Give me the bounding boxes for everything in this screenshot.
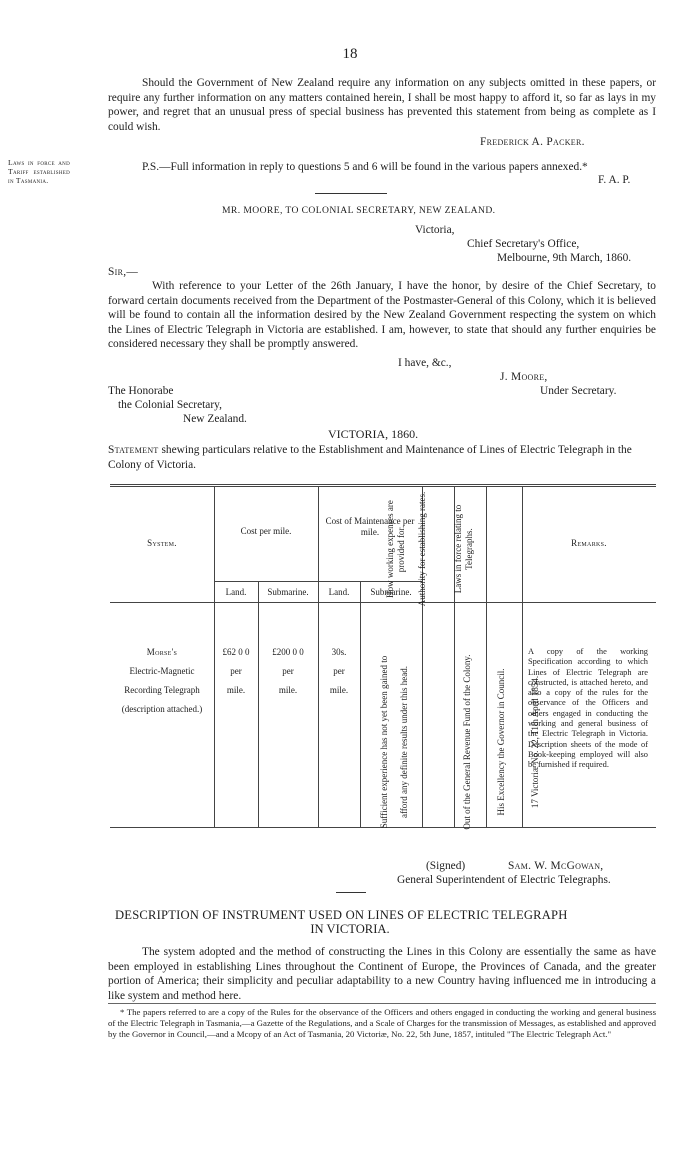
address-line-3: Melbourne, 9th March, 1860.	[497, 252, 632, 264]
statement-text: shewing particulars relative to the Establishment and Maintenance of Lines of Electric Telegraph in the Colony of Victoria.	[108, 444, 632, 471]
margin-note: Laws in force and Tariff established in Tasmania.	[8, 158, 70, 185]
statement-table	[110, 484, 656, 828]
cost-submarine: mile.	[278, 685, 298, 695]
laws-value: 17 Victoriæ No. 22, 11th April 1854.	[530, 675, 540, 809]
header-working-expenses: How working expenses are provided for.	[385, 500, 406, 598]
divider-rule	[315, 193, 387, 194]
cost-land: £62 0 0	[222, 647, 250, 657]
header-authority: Authority for establishing rates.	[417, 491, 427, 607]
header-remarks: Remarks.	[571, 538, 607, 548]
header-land-2: Land.	[328, 587, 350, 597]
header-submarine-2: Submarine.	[370, 587, 412, 597]
postscript: P.S.—Full information in reply to questions 5 and 6 will be found in the various papers annexed.*	[142, 161, 588, 173]
maint-submarine-a: Sufficient experience has not yet been gained to	[379, 655, 389, 829]
header-maintenance: Cost of Maintenance per mile.	[325, 516, 415, 537]
system-line: (description attached.)	[121, 704, 203, 714]
signer-name: J. Moore,	[500, 371, 548, 383]
header-submarine: Submarine.	[267, 587, 309, 597]
cost-submarine: £200 0 0	[272, 647, 304, 657]
victoria-heading: VICTORIA, 1860.	[328, 427, 419, 441]
description-text: The system adopted and the method of constructing the Lines in this Colony are essentially the same as have been employed in establishing Lines throughout the Continent of Europe, the Provinces of Canada, and the greater portion of America; their simplicity and peculiar adaptability to a new Country having influenced me in introducing a like system and method here.	[108, 946, 656, 1002]
cost-submarine: per	[282, 666, 294, 676]
letter-heading: MR. MOORE, TO COLONIAL SECRETARY, NEW ZEALAND.	[222, 205, 496, 216]
col-rule	[486, 486, 487, 827]
description-heading-1: DESCRIPTION OF INSTRUMENT USED ON LINES OF ELECTRIC TELEGRAPH	[115, 908, 568, 922]
footnote: * The papers referred to are a copy of the Rules for the observance of the Officers and others engaged in conducting the working and general business of the Electric Telegraph in Tasmania,—a Gazette of the Regulations, and a Scale of Charges for the transmission of Messages, as established and approved by the Governor in Council,—and a Mcopy of an Act of Tasmania, 20 Victoriæ, No. 22, 5th June, 1857, intituled "The Electric Telegraph Act."	[108, 1007, 656, 1039]
working-expenses-value: Out of the General Revenue Fund of the Colony.	[462, 654, 472, 830]
authority-value: His Excellency the Governor in Council.	[496, 668, 506, 816]
header-laws: Laws in force relating to Telegraphs.	[453, 504, 474, 594]
recipient-line-1: The Honorabe	[108, 385, 174, 397]
signature-packer: Frederick A. Packer.	[480, 136, 585, 148]
header-rule	[110, 602, 656, 603]
statement-label: Statement	[108, 444, 159, 456]
system-line: Morse's	[146, 647, 178, 657]
cost-land: mile.	[226, 685, 246, 695]
col-rule	[360, 581, 361, 827]
signed-label: (Signed)	[426, 860, 466, 872]
table-top-rule-2	[110, 486, 656, 487]
maint-land: per	[333, 666, 345, 676]
signer-title: Under Secretary.	[540, 385, 617, 397]
header-system: System.	[147, 538, 177, 548]
page-number: 18	[342, 46, 358, 62]
footnote-rule	[108, 1003, 656, 1004]
system-line: Recording Telegraph	[124, 685, 200, 695]
cost-land: per	[230, 666, 242, 676]
divider-rule	[336, 892, 366, 893]
closing: I have, &c.,	[398, 357, 452, 369]
letter-body: With reference to your Letter of the 26th January, I have the honor, by desire of the Chief Secretary, to forward certain documents received from the Department of the Postmaster-General of this Colony, which it is believed will be found to contain all the information desired by the New Zealand Government respecting the system on which the Lines of Electric Telegraph in Victoria are established. I am, however, to state that should any further enquiries be considered necessary they shall be promptly answered.	[108, 280, 656, 350]
postscript-initials: F. A. P.	[598, 174, 631, 186]
maint-land: 30s.	[331, 647, 347, 657]
header-land: Land.	[225, 587, 247, 597]
col-rule	[258, 581, 259, 827]
recipient-line-2: the Colonial Secretary,	[118, 399, 222, 411]
maint-land: mile.	[329, 685, 349, 695]
header-cost-per-mile: Cost per mile.	[240, 526, 292, 536]
remarks-value: A copy of the working Specification according to which Lines of Electric Telegraph are constructed, is attached hereto, and also a copy of the rules for the observance of the Officers and others engaged in conducting the working and general business of the Electric Telegraph in Victoria. Description sheets of the mode of Book-keeping employed will also be furnished if required.	[528, 647, 648, 770]
salutation: Sir,—	[108, 266, 139, 278]
statement-caption	[108, 443, 656, 472]
signed-title: General Superintendent of Electric Telegraphs.	[397, 874, 611, 886]
recipient-line-3: New Zealand.	[183, 413, 247, 425]
table-top-rule	[110, 484, 656, 485]
description-heading-2: IN VICTORIA.	[310, 922, 390, 936]
signed-name: Sam. W. McGowan,	[508, 860, 604, 872]
address-line-1: Victoria,	[415, 224, 455, 236]
system-line: Electric-Magnetic	[129, 666, 195, 676]
intro-paragraph: Should the Government of New Zealand require any information on any subjects omitted in these papers, or require any further information on any matters contained herein, I shall be most happy to afford it, so far as lays in my power, and regret that an unusual press of special business has prevented this statement from being as complete as I could wish.	[108, 77, 656, 133]
address-line-2: Chief Secretary's Office,	[467, 238, 580, 250]
maint-submarine-b: afford any definite results under this head.	[399, 665, 409, 819]
